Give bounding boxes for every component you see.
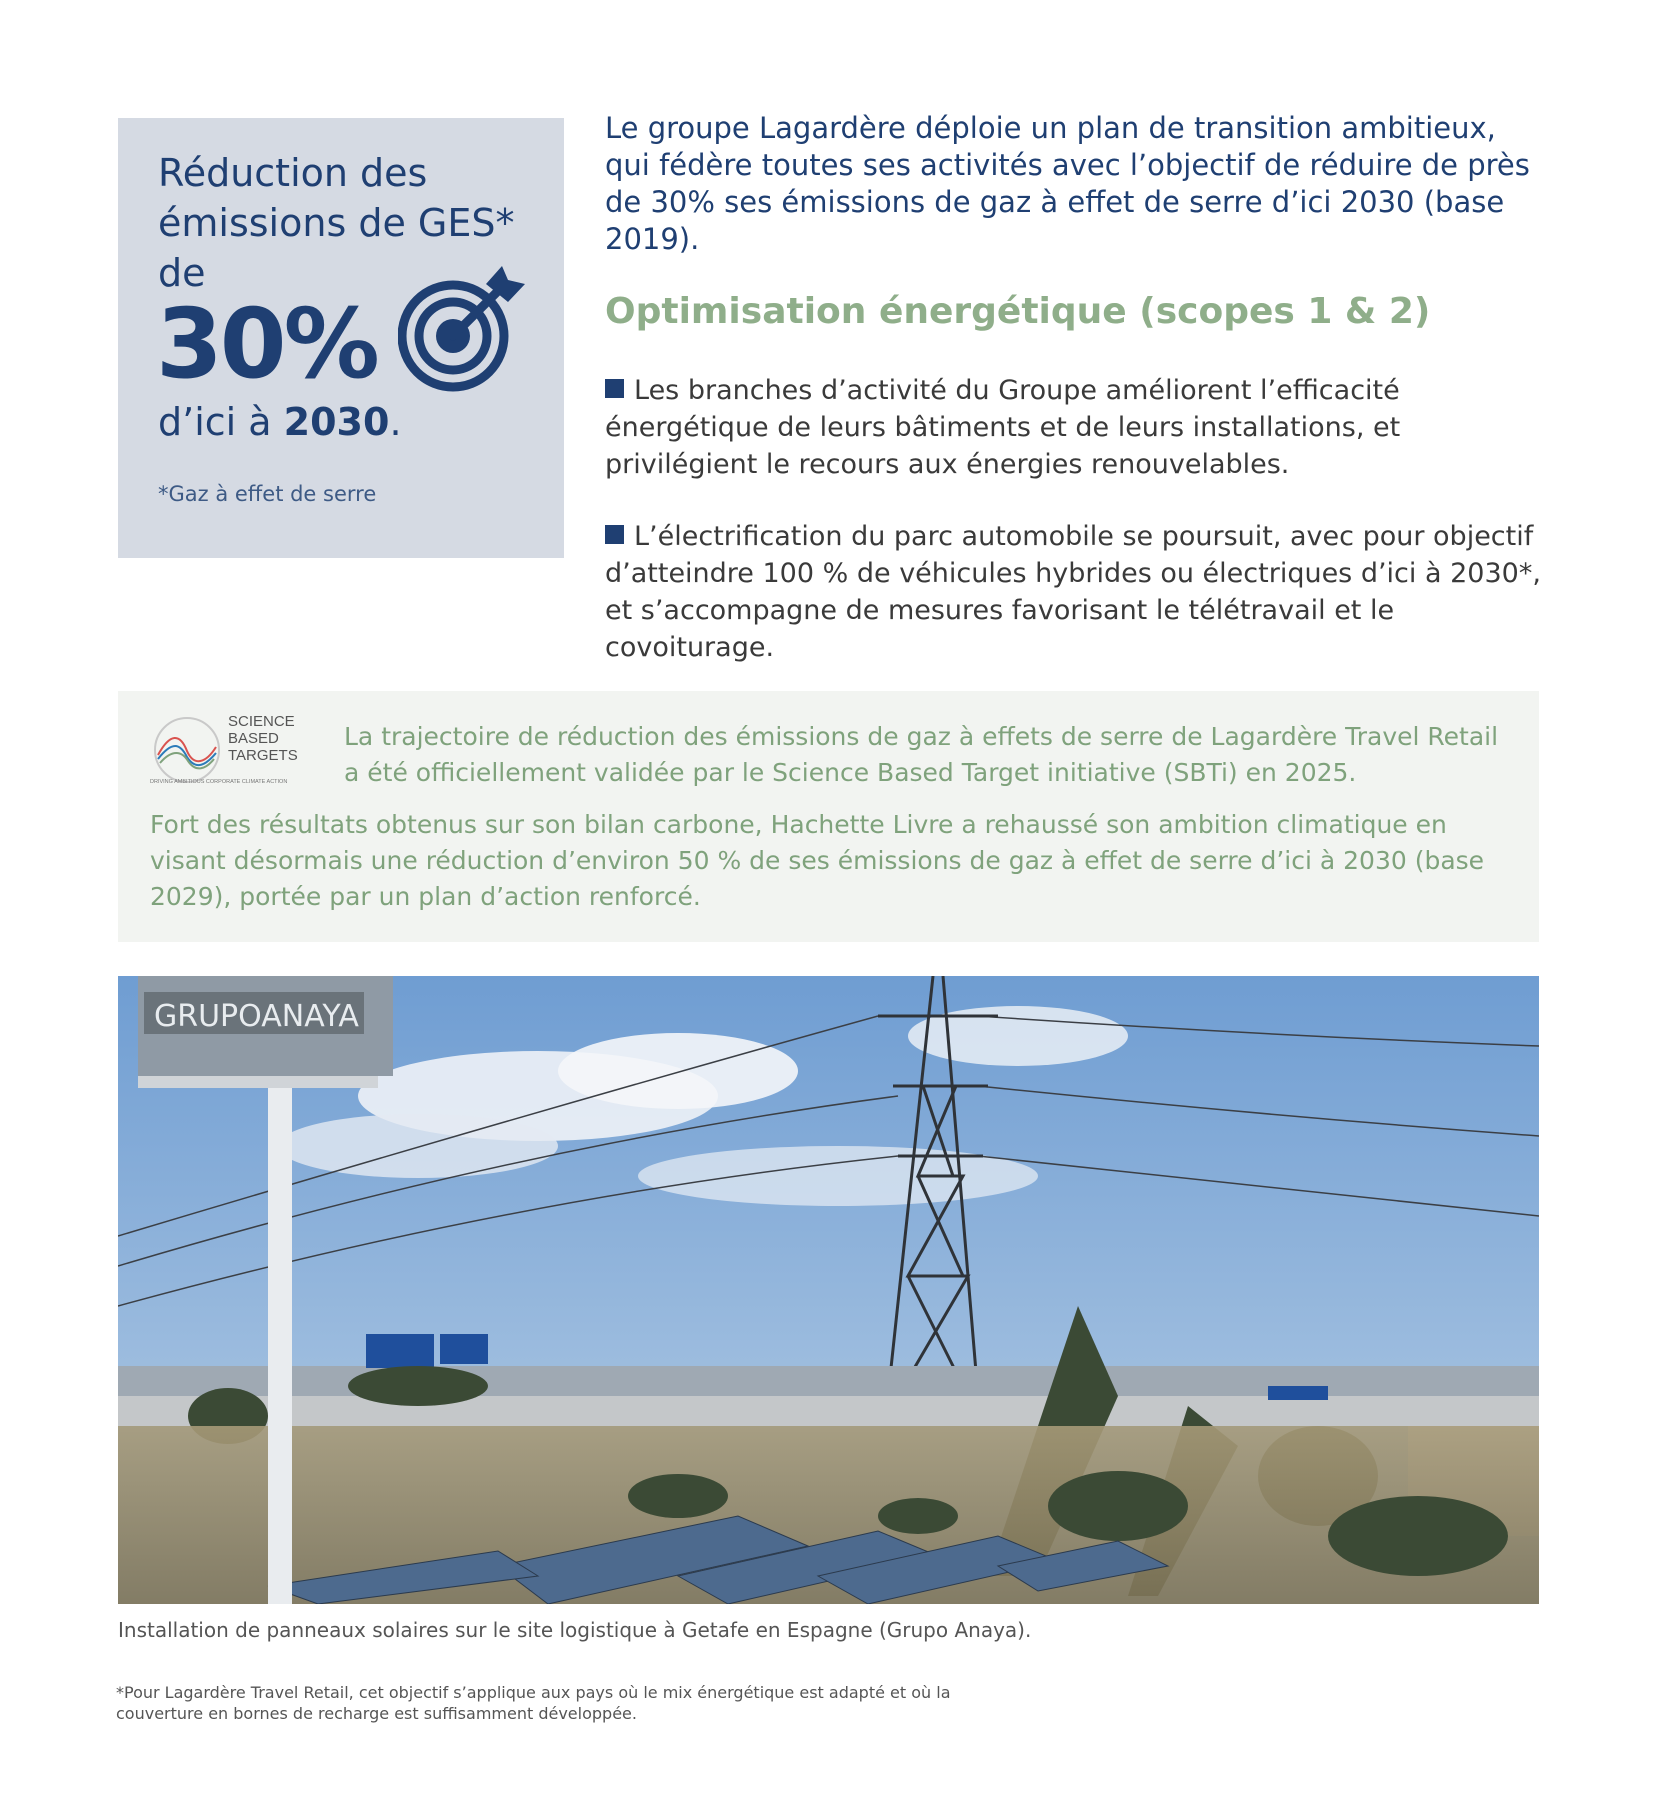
sbti-paragraph: La trajectoire de réduction des émissions de gaz à effets de serre de Lagardère Travel Retail a été officiellement validée par le Science Based Target initiative (SBTi) en 2025. (344, 722, 1499, 787)
bullet-item (605, 372, 1545, 483)
bullet-square-icon (605, 525, 624, 544)
bullet-item (605, 518, 1545, 666)
photo-caption: Installation de panneaux solaires sur le site logistique à Getafe en Espagne (Grupo Anaya). (118, 1618, 1032, 1642)
sbti-wave-icon (150, 713, 224, 787)
bullet-text: Les branches d’activité du Groupe améliorent l’efficacité énergétique de leurs bâtiments et de leurs installations, et privilégient le recours aux énergies renouvelables. (605, 375, 1401, 480)
hachette-paragraph: Fort des résultats obtenus sur son bilan carbone, Hachette Livre a rehaussé son ambition climatique en visant désormais une réduction d’environ 50 % de ses émissions de gaz à effet de serre d’ici à 2030 (base 2029), portée par un plan d’action renforcé. (150, 810, 1485, 911)
intro-paragraph: Le groupe Lagardère déploie un plan de transition ambitieux, qui fédère toutes ses activités avec l’objectif de réduire de près de 30% ses émissions de gaz à effet de serre d’ici 2030 (base 2019). (605, 111, 1530, 256)
kpi-value: 30% (156, 288, 377, 400)
solar-site-photo (118, 976, 1539, 1604)
kpi-footnote: *Gaz à effet de serre (158, 482, 377, 506)
kpi-heading: Réduction des émissions de GES* de (158, 151, 515, 295)
sbti-callout (118, 691, 1539, 942)
target-arrow-icon (398, 266, 528, 396)
bullet-square-icon (605, 379, 624, 398)
footnote: *Pour Lagardère Travel Retail, cet objectif s’applique aux pays où le mix énergétique est adapté et où la couverture en bornes de recharge est suffisamment développée. (116, 1683, 951, 1723)
kpi-box (118, 118, 564, 558)
section-title: Optimisation énergétique (scopes 1 & 2) (605, 291, 1431, 332)
billboard-sign-text: GRUPOANAYA (154, 999, 359, 1034)
kpi-year-prefix: d’ici à (158, 400, 272, 444)
sbti-logo (150, 713, 300, 798)
kpi-year (158, 400, 402, 444)
sbti-logo-tagline: DRIVING AMBITIOUS CORPORATE CLIMATE ACTION (150, 779, 288, 785)
sbti-logo-wordmark: SCIENCE BASED TARGETS (228, 713, 298, 764)
bullet-text: L’électrification du parc automobile se poursuit, avec pour objectif d’atteindre 100 % de véhicules hybrides ou électriques d’ici à 2030*, et s’accompagne de mesures favorisant le télétravail et le covoiturage. (605, 521, 1541, 663)
kpi-year-suffix: . (389, 400, 402, 444)
kpi-year-value: 2030 (283, 400, 390, 444)
